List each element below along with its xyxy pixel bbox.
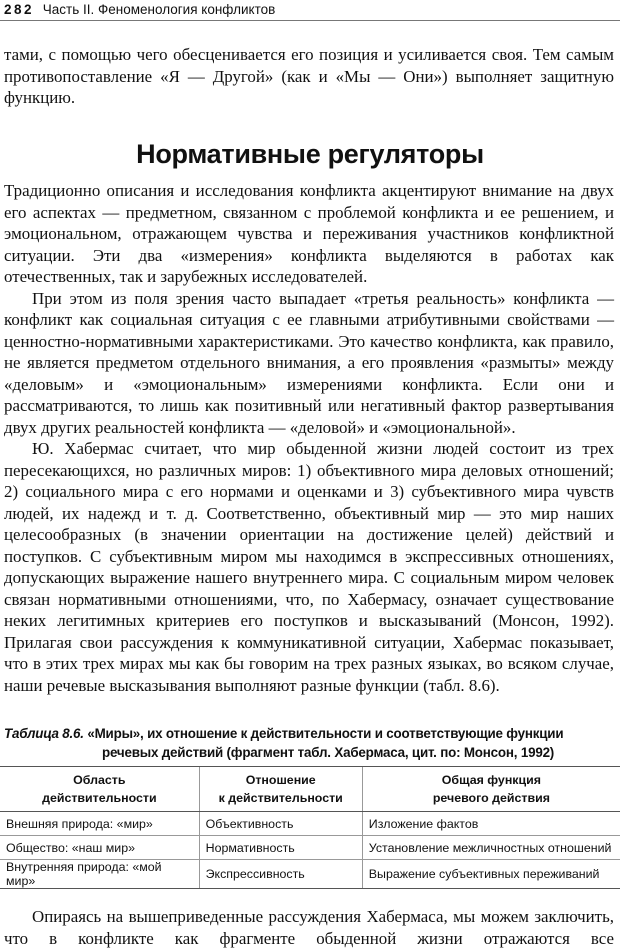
header-domain	[0, 767, 199, 812]
section-heading: Нормативные регуляторы	[136, 139, 484, 169]
table-caption	[4, 724, 616, 762]
header-domain-line2: действительности	[42, 791, 157, 805]
table-cell: Установление межличностных отношений	[362, 836, 620, 860]
header-function-line2: речевого действия	[432, 791, 550, 805]
table-row	[0, 860, 620, 889]
table-cell: Экспрессивность	[199, 860, 362, 889]
paragraph-2: При этом из поля зрения часто выпадает «третья реальность» конфликта — конфликт как социальная ситуация с ее главными атрибутивными свойствами — ценностно-нормативными характеристиками. Это качество конфликта, как правило, не является предметом отдельного внимания, а его проявления «размыты» между «деловым» и «эмоциональным» измерениями конфликта. Если они и рассматриваются, то лишь как позитивный или негативный фактор развертывания двух других реальностей конфликта — «деловой» и «эмоциональной».	[4, 288, 614, 437]
table-cell: Изложение фактов	[362, 812, 620, 836]
table-caption-label: Таблица 8.6.	[4, 726, 84, 741]
running-head-title: Часть II. Феноменология конфликтов	[42, 2, 276, 17]
intro-paragraph: тами, с помощью чего обесценивается его позиция и усиливается своя. Тем самым противопоставление «Я — Другой» (как и «Мы — Они») выполняет защитную функцию.	[4, 45, 614, 107]
header-relation-line1: Отношение	[245, 773, 316, 787]
table-cell: Выражение субъективных переживаний	[362, 860, 620, 889]
header-function-line1: Общая функция	[441, 773, 541, 787]
intro-block	[4, 44, 614, 109]
header-domain-line1: Область	[73, 773, 126, 787]
table-cell: Внутренняя природа: «мой мир»	[0, 860, 199, 889]
table-caption-line1: «Миры», их отношение к действительности и соответствующие функции	[87, 726, 564, 741]
paragraph-3: Ю. Хабермас считает, что мир обыденной жизни людей состоит из трех пересекающихся, но различных миров: 1) объективного мира деловых отношений; 2) социального мира с его нормами и оценками и 3) субъективного мира чувств людей, их надежд и т. д. Соответственно, объективный мир — это мир наших целесообразных (в значении ориентации на достижение целей) действий и поступков. С субъективным миром мы находимся в экспрессивных отношениях, допускающих выражение нашего внутреннего мира. С социальным миром человек связан нормативными отношениями, что, по Хабермасу, означает существование неких легитимных критериев его поступков и высказываний (Монсон, 1992). Прилагая свои рассуждения к коммуникативной ситуации, Хабермас показывает, что в этих трех мирах мы как бы говорим на трех разных языках, во всяком случае, наши речевые высказывания выполняют разные функции (табл. 8.6).	[4, 439, 614, 695]
table-row	[0, 812, 620, 836]
table-caption-line2: речевых действий (фрагмент табл. Хабермаса, цит. по: Монсон, 1992)	[102, 745, 555, 760]
header-rule	[0, 20, 620, 21]
table-cell: Общество: «наш мир»	[0, 836, 199, 860]
header-relation	[199, 767, 362, 812]
page-number: 282	[4, 2, 35, 17]
worlds-table	[0, 766, 620, 889]
running-head	[4, 0, 610, 20]
closing-block	[4, 906, 614, 949]
header-relation-line2: к действительности	[218, 791, 343, 805]
paragraph-1: Традиционно описания и исследования конфликта акцентируют внимание на двух его аспектах — предметном, связанном с проблемой конфликта и ее решением, и эмоциональном, отражающем чувства и переживания участников конфликтной ситуации. Эти два «измерения» конфликта выделяются в работах как отечественных, так и зарубежных исследователей.	[4, 181, 614, 286]
table-header-row	[0, 767, 620, 812]
closing-paragraph: Опираясь на вышеприведенные рассуждения Хабермаса, мы можем заключить, что в конфликте как фрагменте обыденной жизни отражаются все	[4, 907, 614, 948]
table-cell: Внешняя природа: «мир»	[0, 812, 199, 836]
table-row	[0, 836, 620, 860]
header-function	[362, 767, 620, 812]
table-cell: Объективность	[199, 812, 362, 836]
body-text	[4, 180, 614, 696]
table-cell: Нормативность	[199, 836, 362, 860]
